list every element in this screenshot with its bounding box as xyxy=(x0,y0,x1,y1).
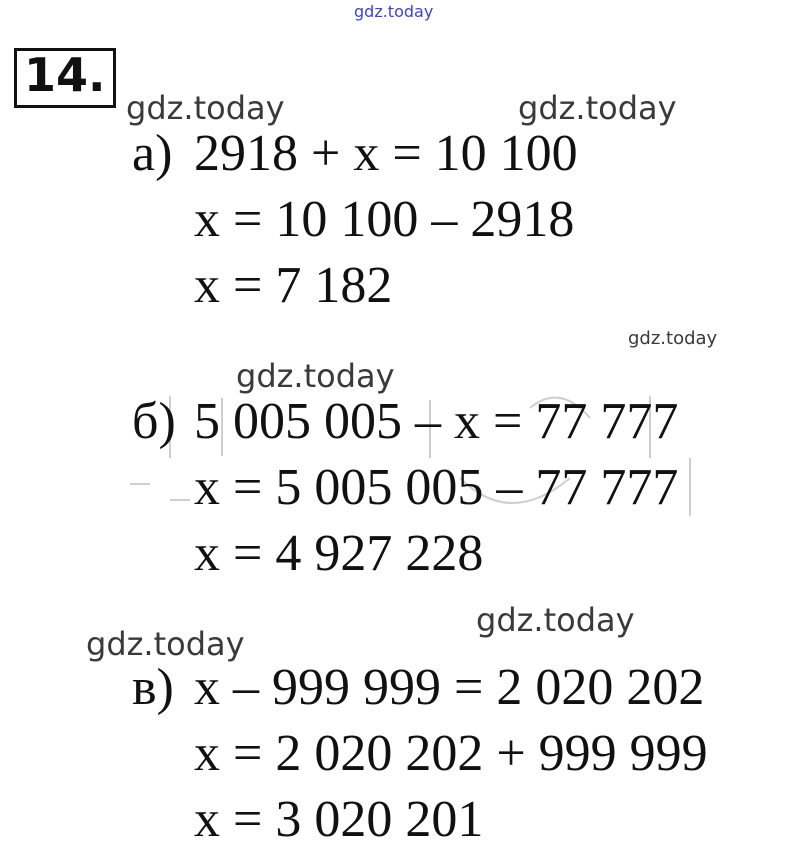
part-a-line-3: x = 7 182 xyxy=(194,257,393,314)
part-b-line-1 xyxy=(132,393,679,450)
watermark-top: gdz.today xyxy=(354,2,434,21)
part-b-line-2: x = 5 005 005 – 77 777 xyxy=(194,459,679,516)
watermark: gdz.today xyxy=(518,89,677,127)
part-c-line-3: x = 3 020 201 xyxy=(194,791,484,848)
part-c-line-2: x = 2 020 202 + 999 999 xyxy=(194,725,708,782)
part-a-label: а) xyxy=(132,125,173,182)
part-b-label: б) xyxy=(132,393,176,450)
equation: 5 005 005 – x = 77 777 xyxy=(194,393,679,450)
equation: x – 999 999 = 2 020 202 xyxy=(194,659,705,716)
part-a-line-1 xyxy=(132,125,578,182)
part-c-label: в) xyxy=(132,659,174,716)
part-c-line-1 xyxy=(132,659,705,716)
watermark: gdz.today xyxy=(628,328,718,349)
problem-number: 14. xyxy=(24,48,106,102)
watermark: gdz.today xyxy=(86,625,245,663)
watermark: gdz.today xyxy=(236,357,395,395)
part-a-line-2: x = 10 100 – 2918 xyxy=(194,191,575,248)
watermark: gdz.today xyxy=(476,601,635,639)
equation: 2918 + x = 10 100 xyxy=(194,125,578,182)
part-b-line-3: x = 4 927 228 xyxy=(194,525,484,582)
watermark: gdz.today xyxy=(126,89,285,127)
